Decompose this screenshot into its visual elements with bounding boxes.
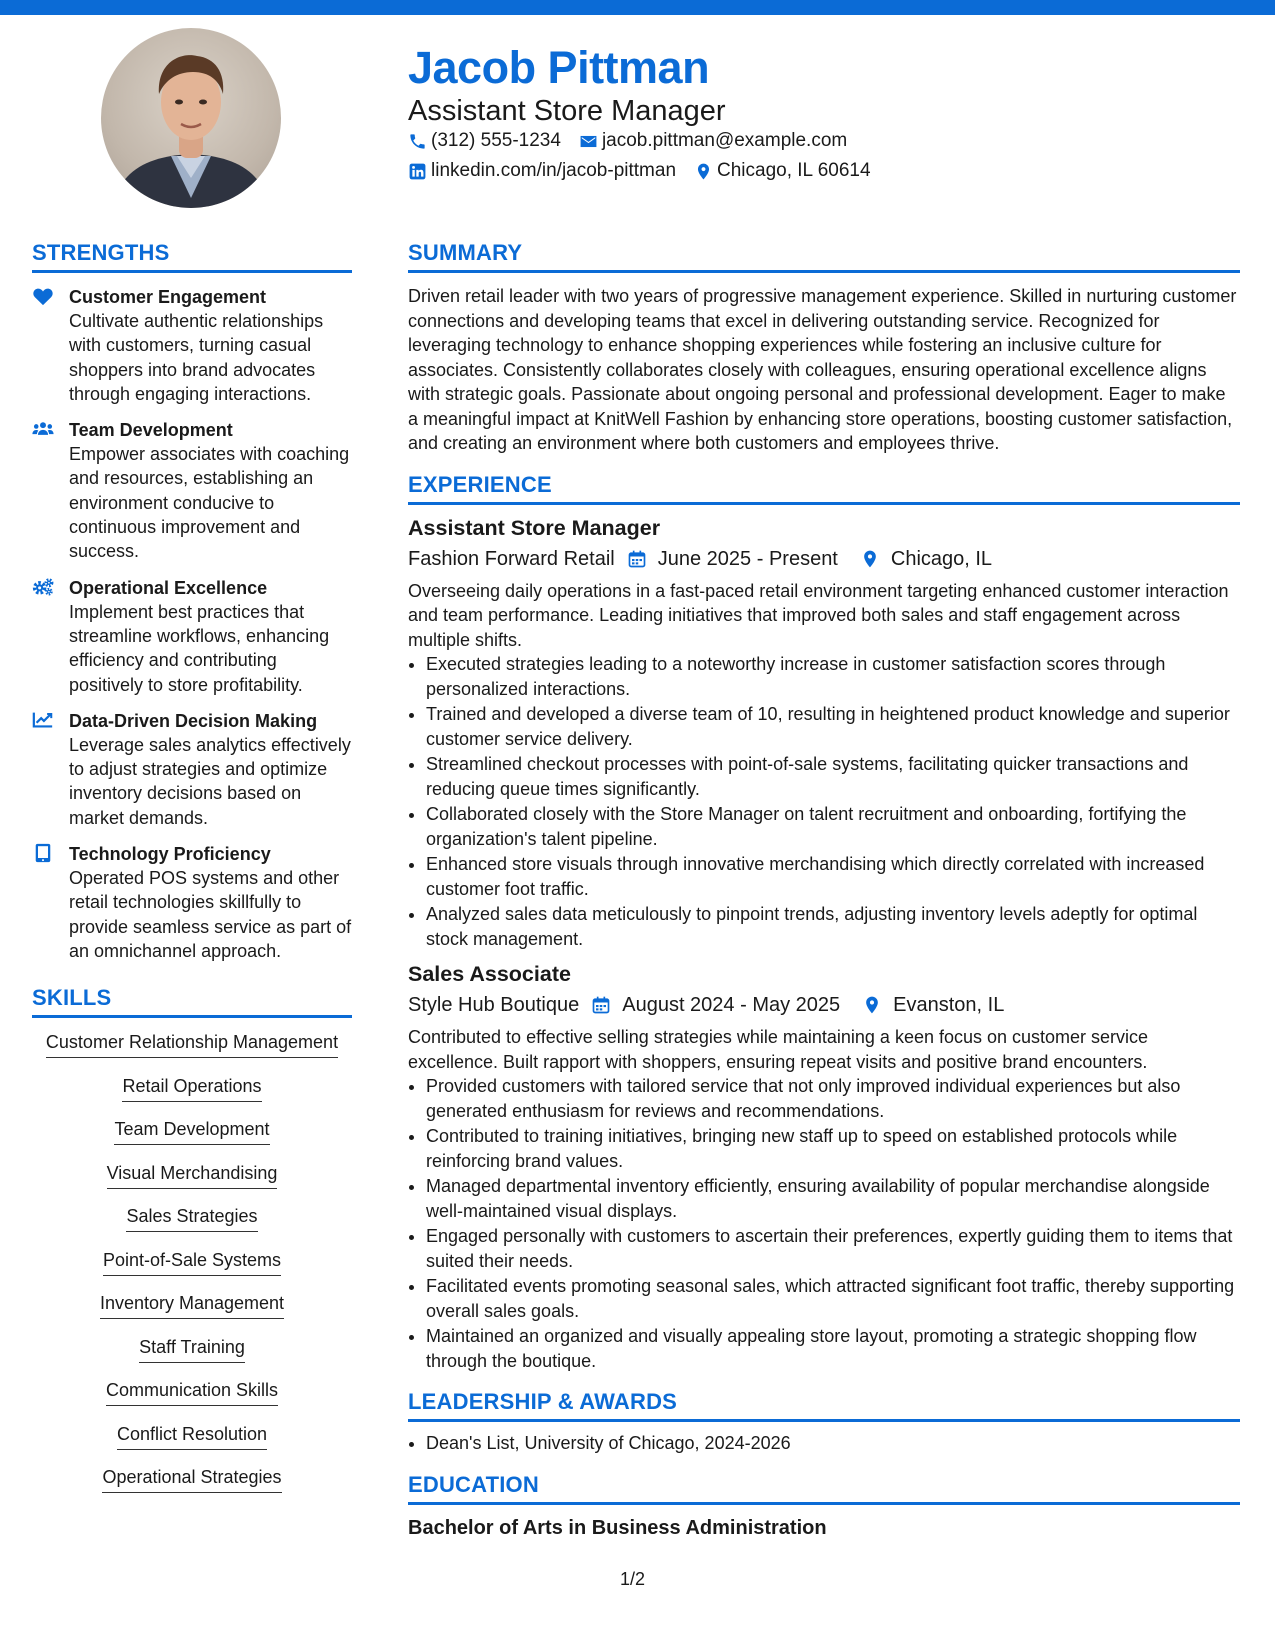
job-bullets xyxy=(408,1074,1240,1373)
top-accent-bar xyxy=(0,0,1275,15)
education-degree: Bachelor of Arts in Business Administration xyxy=(408,1516,827,1539)
education-section xyxy=(408,1472,1240,1542)
job-bullet: • Facilitated events promoting seasonal sales, which attracted significant foot traffic, thereby supporting overall sales goals. xyxy=(426,1274,1240,1323)
job-bullet: • Enhanced store visuals through innovative merchandising which directly correlated with increased customer foot traffic. xyxy=(426,852,1240,901)
job-bullet: • Collaborated closely with the Store Manager on talent recruitment and onboarding, fortifying the organization's talent pipeline. xyxy=(426,802,1240,851)
awards-heading: LEADERSHIP & AWARDS xyxy=(408,1389,1240,1422)
experience-section xyxy=(408,472,1240,1374)
skill-tag: Inventory Management xyxy=(100,1291,284,1319)
gears-icon xyxy=(32,577,56,599)
job-bullet: • Maintained an organized and visually appealing store layout, promoting a strategic shopping flow through the boutique. xyxy=(426,1324,1240,1373)
strength-description: Empower associates with coaching and resources, establishing an environment conducive to continuous improvement and success. xyxy=(69,444,350,562)
phone-text: (312) 555-1234 xyxy=(431,130,561,151)
job-company: Fashion Forward Retail xyxy=(408,547,615,570)
summary-text: Driven retail leader with two years of progressive management experience. Skilled in nurturing customer connections and developing teams that excel in delivering outstanding service. Recognized for leveraging technology to enhance shopping experiences while fostering an inclusive culture for associates. Consistently collaborates closely with colleagues, ensuring operational excellence aligns with strategic goals. Passionate about ongoing personal and professional development. Eager to make a meaningful impact at KnitWell Fashion by enhancing store operations, boosting customer satisfaction, and creating an environment where both customers and employees thrive. xyxy=(408,286,1237,453)
summary-heading: SUMMARY xyxy=(408,240,1240,273)
strength-title: Customer Engagement xyxy=(69,287,267,307)
job-description: Overseeing daily operations in a fast-paced retail environment targeting enhanced customer interaction and team performance. Leading initiatives that improved both sales and staff engagement across multiple shifts. xyxy=(408,580,1229,650)
strength-title: Operational Excellence xyxy=(69,577,268,598)
location-pin-icon xyxy=(862,995,882,1015)
skill-tag: Retail Operations xyxy=(122,1074,261,1102)
skill-tag: Staff Training xyxy=(139,1335,245,1363)
left-column xyxy=(32,240,352,1509)
portrait-illustration xyxy=(101,28,281,208)
skills-section xyxy=(32,985,352,1509)
chart-line-icon xyxy=(32,710,56,732)
linkedin-icon xyxy=(408,162,427,181)
strength-title: Data-Driven Decision Making xyxy=(69,710,318,731)
strengths-list xyxy=(32,285,352,963)
skill-tag: Team Development xyxy=(114,1117,269,1145)
strength-title: Technology Proficiency xyxy=(69,844,271,865)
job-bullet: • Executed strategies leading to a noteworthy increase in customer satisfaction scores through personalized interactions. xyxy=(426,652,1240,701)
contact-phone[interactable] xyxy=(408,130,561,152)
heart-icon xyxy=(32,286,56,308)
candidate-title: Assistant Store Manager xyxy=(408,95,726,127)
experience-heading: EXPERIENCE xyxy=(408,472,1240,505)
skills-list xyxy=(32,1030,352,1509)
job-bullets xyxy=(408,652,1240,951)
users-icon xyxy=(32,419,56,441)
job-dates: June 2025 - Present xyxy=(657,547,838,570)
contact-row-1 xyxy=(408,130,847,152)
job-location: Chicago, IL xyxy=(890,547,993,570)
skill-tag: Point-of-Sale Systems xyxy=(103,1248,281,1276)
phone-icon xyxy=(408,132,427,151)
job-title: Sales Associate xyxy=(408,962,571,986)
strengths-heading: STRENGTHS xyxy=(32,240,352,273)
job-company: Style Hub Boutique xyxy=(408,994,580,1016)
strength-item xyxy=(32,285,352,406)
strength-item xyxy=(32,842,352,963)
awards-list xyxy=(408,1431,1240,1456)
location-text: Chicago, IL 60614 xyxy=(717,160,871,181)
contact-location xyxy=(694,160,871,182)
skill-tag: Visual Merchandising xyxy=(107,1161,278,1189)
job-description: Contributed to effective selling strategies while maintaining a keen focus on customer service excellence. Built rapport with shoppers, ensuring repeat visits and positive brand encounters. xyxy=(408,1027,1149,1072)
education-heading: EDUCATION xyxy=(408,1472,1240,1505)
award-item: • Dean's List, University of Chicago, 2024-2026 xyxy=(426,1431,1240,1456)
job-meta xyxy=(408,545,1240,573)
calendar-icon xyxy=(627,549,647,569)
job-bullet: • Streamlined checkout processes with point-of-sale systems, facilitating quicker transactions and reducing queue times significantly. xyxy=(426,752,1240,801)
strength-item xyxy=(32,709,352,830)
skill-tag: Conflict Resolution xyxy=(117,1422,267,1450)
contact-row-2 xyxy=(408,160,871,182)
candidate-name: Jacob Pittman xyxy=(408,42,710,93)
strength-description: Implement best practices that streamline workflows, enhancing efficiency and contributing positively to store profitability. xyxy=(69,601,330,695)
strength-item xyxy=(32,576,352,697)
strength-description: Cultivate authentic relationships with customers, turning casual shoppers into brand advocates through engaging interactions. xyxy=(69,311,324,404)
linkedin-text: linkedin.com/in/jacob-pittman xyxy=(431,160,677,181)
email-text: jacob.pittman@example.com xyxy=(601,130,848,151)
tablet-icon xyxy=(32,843,56,865)
location-pin-icon xyxy=(860,549,880,569)
contact-email[interactable] xyxy=(579,130,847,152)
job-meta xyxy=(408,991,1240,1019)
job-title: Assistant Store Manager xyxy=(408,515,661,540)
strength-title: Team Development xyxy=(69,420,233,441)
job-bullet: • Managed departmental inventory efficiently, ensuring availability of popular merchandise alongside well-maintained visual displays. xyxy=(426,1174,1240,1223)
job-location: Evanston, IL xyxy=(893,994,1005,1016)
skill-tag: Operational Strategies xyxy=(102,1465,281,1493)
job-bullet: • Contributed to training initiatives, bringing new staff up to speed on established protocols while reinforcing brand values. xyxy=(426,1124,1240,1173)
envelope-icon xyxy=(579,132,598,151)
profile-photo xyxy=(101,28,281,208)
strength-description: Operated POS systems and other retail technologies skillfully to provide seamless service as part of an omnichannel approach. xyxy=(69,868,352,961)
skill-tag: Communication Skills xyxy=(106,1378,278,1406)
skills-heading: SKILLS xyxy=(32,985,352,1018)
right-column xyxy=(408,240,1240,1542)
contact-linkedin[interactable] xyxy=(408,160,676,182)
job-entry xyxy=(408,514,1240,952)
job-bullet: • Engaged personally with customers to ascertain their preferences, expertly guiding them to items that suited their needs. xyxy=(426,1224,1240,1273)
calendar-icon xyxy=(591,995,611,1015)
page-number: 1/2 xyxy=(620,1569,646,1589)
job-bullet: • Provided customers with tailored service that not only improved individual experiences but also generated enthusiasm for reviews and recommendations. xyxy=(426,1074,1240,1123)
strength-description: Leverage sales analytics effectively to adjust strategies and optimize inventory decisions based on market demands. xyxy=(69,734,351,828)
location-pin-icon xyxy=(694,162,713,181)
job-bullet: • Trained and developed a diverse team of 10, resulting in heightened product knowledge and superior customer service delivery. xyxy=(426,702,1240,751)
job-dates: August 2024 - May 2025 xyxy=(622,994,841,1016)
skill-tag: Customer Relationship Management xyxy=(46,1030,338,1058)
strength-item xyxy=(32,418,352,563)
skill-tag: Sales Strategies xyxy=(126,1204,257,1232)
job-entry xyxy=(408,960,1240,1373)
awards-section xyxy=(408,1389,1240,1456)
job-bullet: • Analyzed sales data meticulously to pinpoint trends, adjusting inventory levels adeptly for optimal stock management. xyxy=(426,902,1240,951)
